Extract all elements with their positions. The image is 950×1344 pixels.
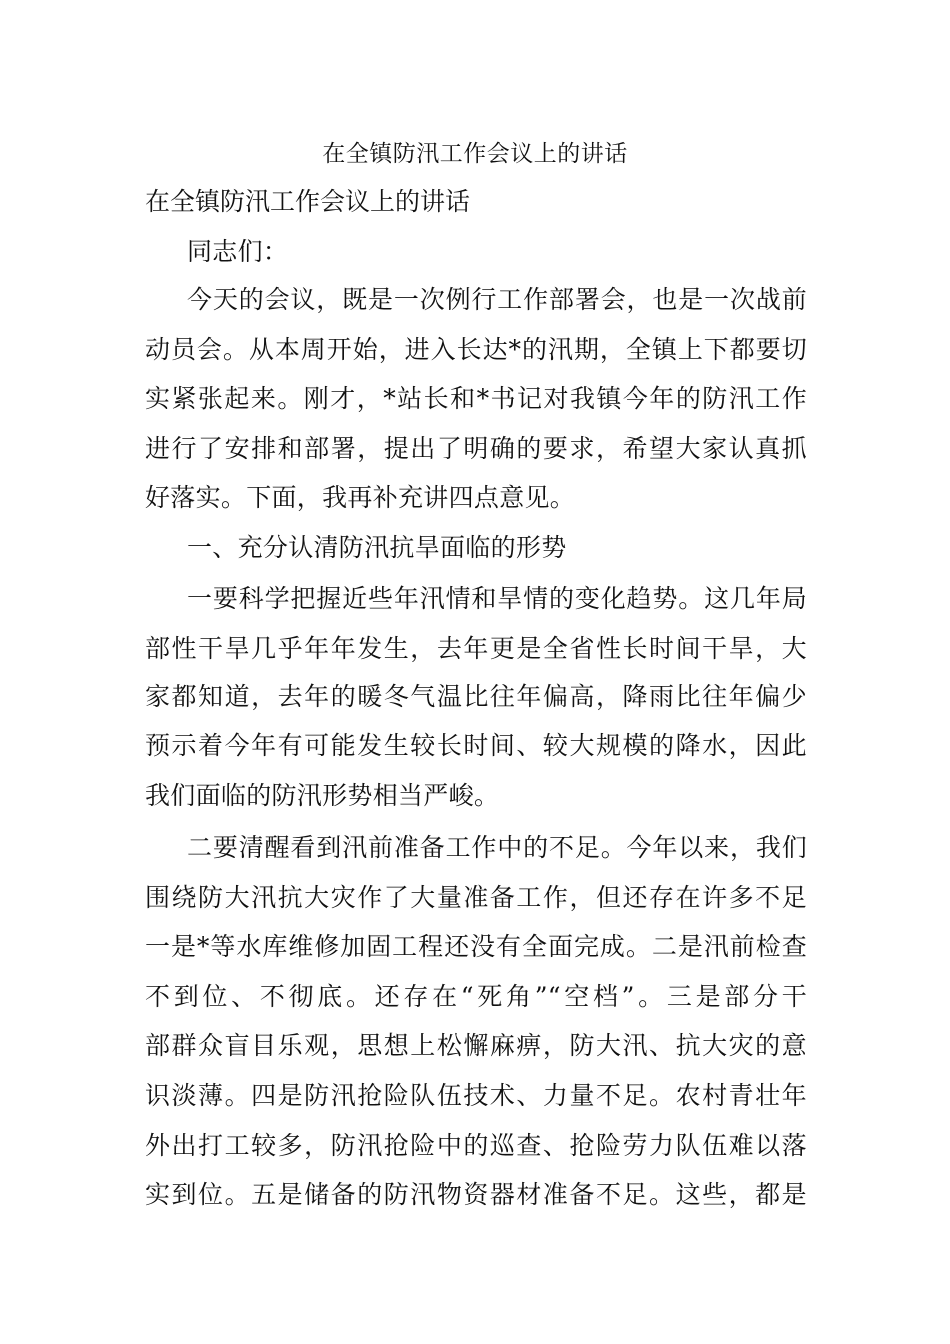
paragraph-line: 部群众盲目乐观，思想上松懈麻痹，防大汛、抗大灾的意 <box>145 1031 807 1060</box>
paragraph-line: 一是*等水库维修加固工程还没有全面完成。二是汛前检查 <box>145 932 807 961</box>
paragraph-line: 好落实。下面，我再补充讲四点意见。 <box>145 483 576 512</box>
paragraph-line: 家都知道，去年的暖冬气温比往年偏高，降雨比往年偏少 <box>145 682 807 711</box>
paragraph-line: 一要科学把握近些年汛情和旱情的变化趋势。这几年局 <box>187 584 807 613</box>
document-subtitle: 在全镇防汛工作会议上的讲话 <box>145 187 471 216</box>
salutation-line: 同志们： <box>187 237 289 266</box>
paragraph-line: 动员会。从本周开始，进入长达*的汛期，全镇上下都要切 <box>145 335 807 364</box>
paragraph-line: 预示着今年有可能发生较长时间、较大规模的降水，因此 <box>145 731 807 760</box>
document-title: 在全镇防汛工作会议上的讲话 <box>322 141 628 167</box>
paragraph-line: 二要清醒看到汛前准备工作中的不足。今年以来，我们 <box>187 833 807 862</box>
paragraph-line: 识淡薄。四是防汛抢险队伍技术、力量不足。农村青壮年 <box>145 1081 807 1110</box>
paragraph-line: 围绕防大汛抗大灾作了大量准备工作，但还存在许多不足 <box>145 883 807 912</box>
paragraph-line: 外出打工较多，防汛抢险中的巡查、抢险劳力队伍难以落 <box>145 1131 807 1160</box>
paragraph-line: 不到位、不彻底。还存在“死角”“空档”。三是部分干 <box>145 982 807 1011</box>
paragraph-line: 进行了安排和部署，提出了明确的要求，希望大家认真抓 <box>145 434 807 463</box>
paragraph-line: 部性干旱几乎年年发生，去年更是全省性长时间干旱，大 <box>145 634 807 663</box>
paragraph-line: 今天的会议，既是一次例行工作部署会，也是一次战前 <box>187 285 807 314</box>
paragraph-line: 实紧张起来。刚才，*站长和*书记对我镇今年的防汛工作 <box>145 384 807 413</box>
paragraph-line: 实到位。五是储备的防汛物资器材准备不足。这些，都是 <box>145 1180 807 1209</box>
paragraph-line: 我们面临的防汛形势相当严峻。 <box>145 781 500 810</box>
section-heading: 一、充分认清防汛抗旱面临的形势 <box>187 533 567 562</box>
